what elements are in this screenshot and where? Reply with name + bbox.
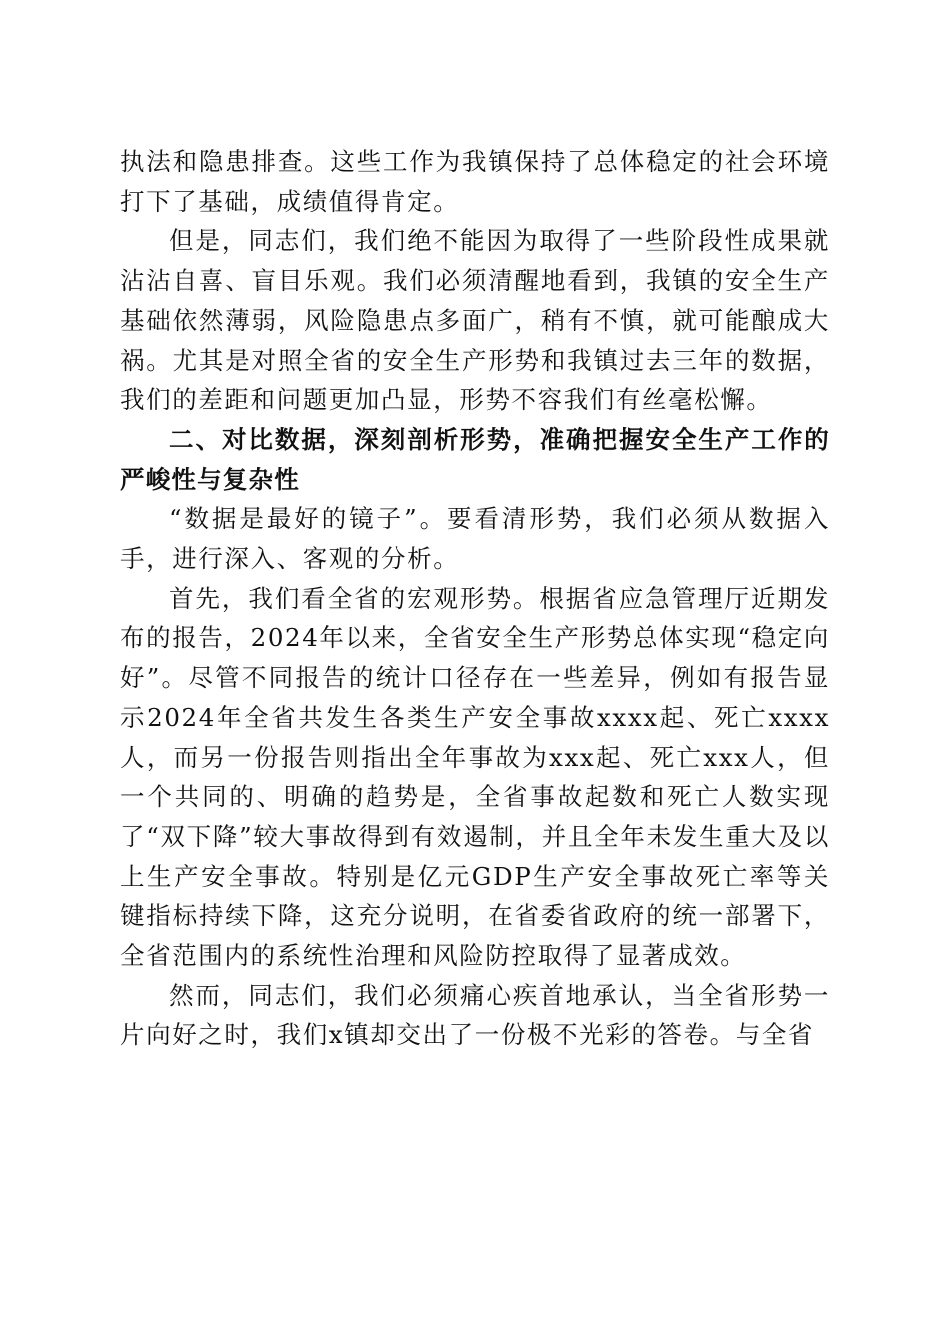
paragraph-province-situation: 首先，我们看全省的宏观形势。根据省应急管理厅近期发布的报告，2024年以来，全省安全生产形势总体实现“稳定向好”。尽管不同报告的统计口径存在一些差异，例如有报告显示2024年全省共发生各类生产安全事故xxxx起、死亡xxxx人，而另一份报告则指出全年事故为xxx起、死亡xxx人，但一个共同的、明确的趋势是，全省事故起数和死亡人数实现了“双下降”较大事故得到有效遏制，并且全年未发生重大及以上生产安全事故。特别是亿元GDP生产安全事故死亡率等关键指标持续下降，这充分说明，在省委省政府的统一部署下，全省范围内的系统性治理和风险防控取得了显著成效。 [120,583,830,971]
paragraph-continuation: 执法和隐患排查。这些工作为我镇保持了总体稳定的社会环境打下了基础，成绩值得肯定。 [120,147,830,216]
paragraph-town-situation: 然而，同志们，我们必须痛心疾首地承认，当全省形势一片向好之时，我们x镇却交出了一份极不光彩的答卷。与全省 [120,980,830,1050]
document-body [120,142,830,1055]
paragraph-data-mirror: “数据是最好的镜子”。要看清形势，我们必须从数据入手，进行深入、客观的分析。 [120,504,830,574]
paragraph-warning: 但是，同志们，我们绝不能因为取得了一些阶段性成果就沾沾自喜、盲目乐观。我们必须清醒地看到，我镇的安全生产基础依然薄弱，风险隐患点多面广，稍有不慎，就可能酿成大祸。尤其是对照全省的安全生产形势和我镇过去三年的数据，我们的差距和问题更加凸显，形势不容我们有丝毫松懈。 [120,226,830,415]
section-heading: 二、对比数据，深刻剖析形势，准确把握安全生产工作的严峻性与复杂性 [120,424,830,494]
